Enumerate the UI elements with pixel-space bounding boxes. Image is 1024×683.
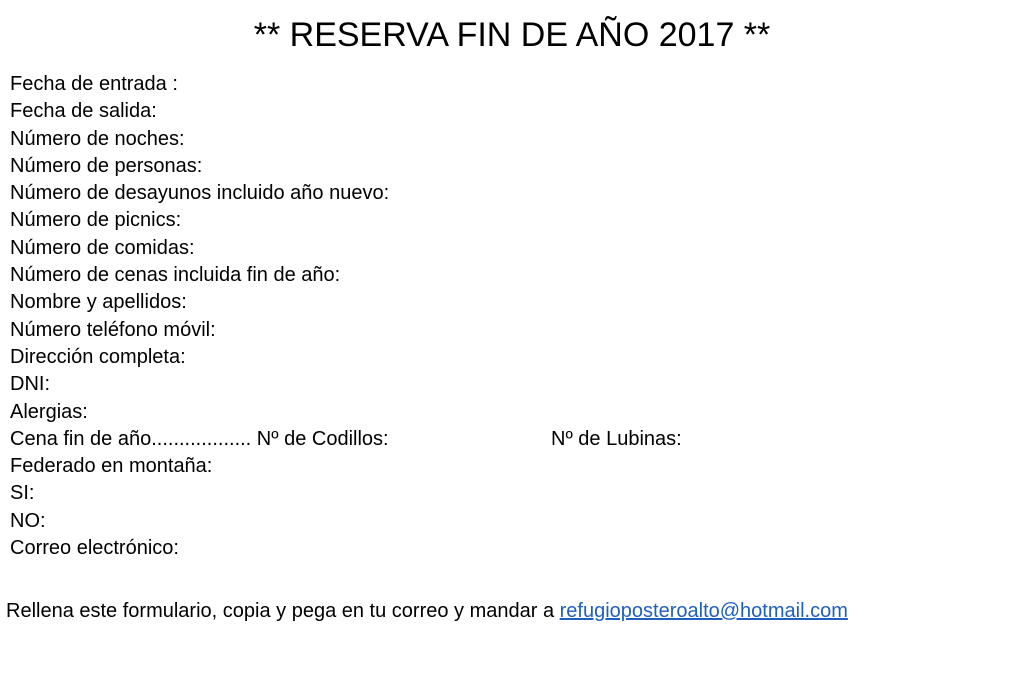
field-numero-noches: Número de noches:: [10, 127, 185, 150]
field-no: NO:: [10, 509, 46, 532]
field-si: SI:: [10, 482, 35, 505]
field-lubinas: Nº de Lubinas:: [551, 427, 682, 450]
page-title: ** RESERVA FIN DE AÑO 2017 **: [253, 16, 771, 54]
field-numero-picnics: Número de picnics:: [10, 209, 182, 232]
field-alergias: Alergias:: [10, 400, 88, 423]
instructions-footer: [6, 597, 848, 625]
field-nombre-apellidos: Nombre y apellidos:: [10, 291, 187, 314]
field-federado-montana: Federado en montaña:: [10, 455, 213, 478]
field-dni: DNI:: [10, 373, 50, 396]
field-numero-personas: Número de personas:: [10, 154, 203, 177]
field-numero-cenas: Número de cenas incluida fin de año:: [10, 264, 341, 287]
field-direccion-completa: Dirección completa:: [10, 345, 186, 368]
field-fecha-entrada: Fecha de entrada :: [10, 73, 178, 95]
field-codillos: Cena fin de año.................. Nº de Codillos:: [10, 427, 389, 450]
field-numero-desayunos: Número de desayunos incluido año nuevo:: [10, 182, 390, 205]
field-telefono-movil: Número teléfono móvil:: [10, 318, 216, 341]
field-numero-comidas: Número de comidas:: [10, 236, 195, 259]
email-link[interactable]: refugioposteroalto@hotmail.com: [559, 600, 848, 622]
field-fecha-salida: Fecha de salida:: [10, 100, 157, 123]
instructions-text: Rellena este formulario, copia y pega en tu correo y mandar a: [6, 600, 560, 622]
reservation-form-fields: [10, 71, 730, 562]
field-cena-fin-ano-row: [10, 426, 730, 453]
field-correo-electronico: Correo electrónico:: [10, 537, 179, 560]
